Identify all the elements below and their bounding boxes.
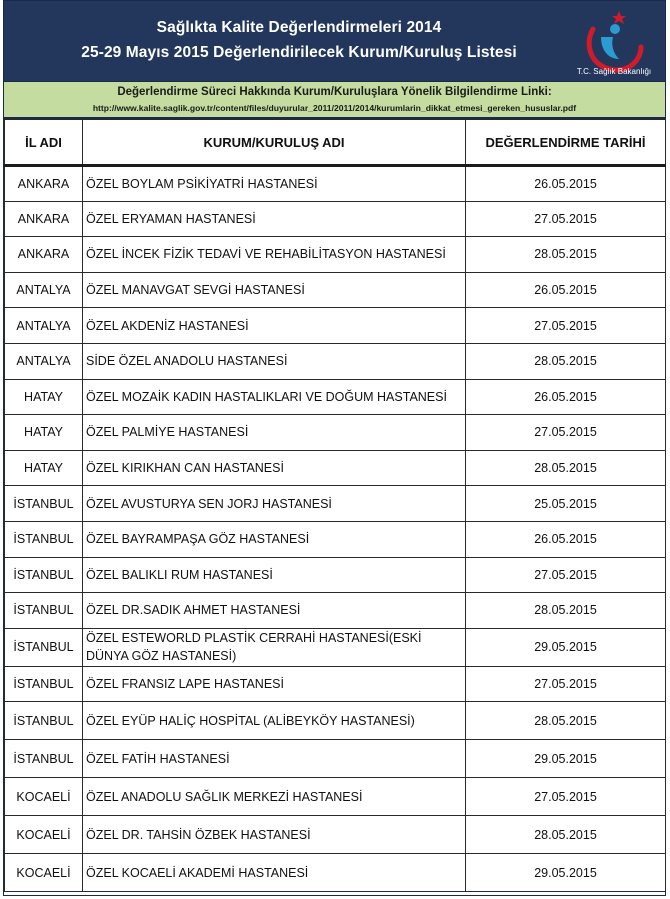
- column-header-city: İL ADI: [5, 120, 83, 166]
- info-bar: [4, 81, 665, 119]
- info-label: Değerlendirme Süreci Hakkında Kurum/Kuruluşlara Yönelik Bilgilendirme Linki:: [117, 86, 552, 98]
- institution-cell: ÖZEL MANAVGAT SEVGİ HASTANESİ: [83, 272, 466, 308]
- institution-cell: ÖZEL BALIKLI RUM HASTANESİ: [83, 557, 466, 593]
- institution-cell: ÖZEL ERYAMAN HASTANESİ: [83, 201, 466, 237]
- city-cell: ANTALYA: [5, 272, 83, 308]
- date-cell: 28.05.2015: [466, 237, 666, 273]
- date-cell: 27.05.2015: [466, 778, 666, 816]
- table-row: [5, 415, 666, 451]
- table-row: [5, 308, 666, 344]
- table-row: [5, 557, 666, 593]
- institution-cell: ÖZEL BAYRAMPAŞA GÖZ HASTANESİ: [83, 521, 466, 557]
- city-cell: ANTALYA: [5, 308, 83, 344]
- date-cell: 28.05.2015: [466, 450, 666, 486]
- table-row: [5, 628, 666, 666]
- city-cell: İSTANBUL: [5, 702, 83, 740]
- city-cell: ANKARA: [5, 237, 83, 273]
- date-cell: 26.05.2015: [466, 521, 666, 557]
- institution-cell: ÖZEL ESTEWORLD PLASTİK CERRAHİ HASTANESİ(ESKİ DÜNYA GÖZ HASTANESİ): [83, 628, 466, 666]
- date-cell: 25.05.2015: [466, 486, 666, 522]
- column-header-institution: KURUM/KURULUŞ ADI: [83, 120, 466, 166]
- date-cell: 26.05.2015: [466, 379, 666, 415]
- date-cell: 29.05.2015: [466, 628, 666, 666]
- city-cell: İSTANBUL: [5, 628, 83, 666]
- city-cell: ANKARA: [5, 166, 83, 202]
- table-row: [5, 816, 666, 854]
- page-title: Sağlıkta Kalite Değerlendirmeleri 2014: [156, 19, 442, 36]
- city-cell: İSTANBUL: [5, 521, 83, 557]
- city-cell: ANTALYA: [5, 343, 83, 379]
- city-cell: İSTANBUL: [5, 593, 83, 629]
- city-cell: KOCAELİ: [5, 778, 83, 816]
- document-sheet: [3, 0, 666, 896]
- table-row: [5, 166, 666, 202]
- date-cell: 28.05.2015: [466, 816, 666, 854]
- institution-cell: ÖZEL ANADOLU SAĞLIK MERKEZİ HASTANESİ: [83, 778, 466, 816]
- city-cell: HATAY: [5, 415, 83, 451]
- table-row: [5, 778, 666, 816]
- city-cell: İSTANBUL: [5, 557, 83, 593]
- institution-cell: ÖZEL BOYLAM PSİKİYATRİ HASTANESİ: [83, 166, 466, 202]
- date-cell: 27.05.2015: [466, 201, 666, 237]
- table-row: [5, 593, 666, 629]
- date-cell: 28.05.2015: [466, 343, 666, 379]
- institution-cell: ÖZEL FATİH HASTANESİ: [83, 740, 466, 778]
- institution-cell: ÖZEL EYÜP HALİÇ HOSPİTAL (ALİBEYKÖY HASTANESİ): [83, 702, 466, 740]
- date-cell: 27.05.2015: [466, 557, 666, 593]
- city-cell: İSTANBUL: [5, 740, 83, 778]
- table-row: [5, 450, 666, 486]
- date-cell: 28.05.2015: [466, 702, 666, 740]
- institution-cell: ÖZEL DR. TAHSİN ÖZBEK HASTANESİ: [83, 816, 466, 854]
- city-cell: ANKARA: [5, 201, 83, 237]
- city-cell: İSTANBUL: [5, 486, 83, 522]
- city-cell: HATAY: [5, 450, 83, 486]
- institution-cell: ÖZEL PALMİYE HASTANESİ: [83, 415, 466, 451]
- table-row: [5, 666, 666, 702]
- institution-cell: ÖZEL FRANSIZ LAPE HASTANESİ: [83, 666, 466, 702]
- table-row: [5, 237, 666, 273]
- table-header-row: [5, 120, 666, 166]
- table-row: [5, 521, 666, 557]
- date-cell: 29.05.2015: [466, 740, 666, 778]
- table-row: [5, 854, 666, 892]
- table-row: [5, 702, 666, 740]
- institution-cell: ÖZEL DR.SADIK AHMET HASTANESİ: [83, 593, 466, 629]
- table-row: [5, 343, 666, 379]
- date-cell: 26.05.2015: [466, 272, 666, 308]
- city-cell: İSTANBUL: [5, 666, 83, 702]
- table-row: [5, 272, 666, 308]
- date-cell: 27.05.2015: [466, 415, 666, 451]
- date-cell: 26.05.2015: [466, 166, 666, 202]
- city-cell: KOCAELİ: [5, 854, 83, 892]
- date-cell: 28.05.2015: [466, 593, 666, 629]
- date-cell: 27.05.2015: [466, 308, 666, 344]
- institution-cell: ÖZEL MOZAİK KADIN HASTALIKLARI VE DOĞUM HASTANESİ: [83, 379, 466, 415]
- institution-table: [4, 119, 666, 892]
- institution-cell: ÖZEL AKDENİZ HASTANESİ: [83, 308, 466, 344]
- table-row: [5, 201, 666, 237]
- info-link[interactable]: http://www.kalite.saglik.gov.tr/content/files/duyurular_2011/2011/2014/kurumlarin_dikkat_etmesi_gereken_hususlar.pdf: [92, 103, 577, 113]
- page-subtitle: 25-29 Mayıs 2015 Değerlendirilecek Kurum/Kuruluş Listesi: [81, 44, 517, 61]
- table-row: [5, 486, 666, 522]
- city-cell: HATAY: [5, 379, 83, 415]
- column-header-date: DEĞERLENDİRME TARİHİ: [466, 120, 666, 166]
- city-cell: KOCAELİ: [5, 816, 83, 854]
- date-cell: 27.05.2015: [466, 666, 666, 702]
- header-banner: [4, 1, 665, 81]
- institution-cell: ÖZEL KIRIKHAN CAN HASTANESİ: [83, 450, 466, 486]
- institution-cell: ÖZEL İNCEK FİZİK TEDAVİ VE REHABİLİTASYON HASTANESİ: [83, 237, 466, 273]
- date-cell: 29.05.2015: [466, 854, 666, 892]
- logo-caption: T.C. Sağlık Bakanlığı: [576, 67, 652, 76]
- institution-cell: ÖZEL AVUSTURYA SEN JORJ HASTANESİ: [83, 486, 466, 522]
- institution-cell: ÖZEL KOCAELİ AKADEMİ HASTANESİ: [83, 854, 466, 892]
- institution-cell: SİDE ÖZEL ANADOLU HASTANESİ: [83, 343, 466, 379]
- table-row: [5, 379, 666, 415]
- table-row: [5, 740, 666, 778]
